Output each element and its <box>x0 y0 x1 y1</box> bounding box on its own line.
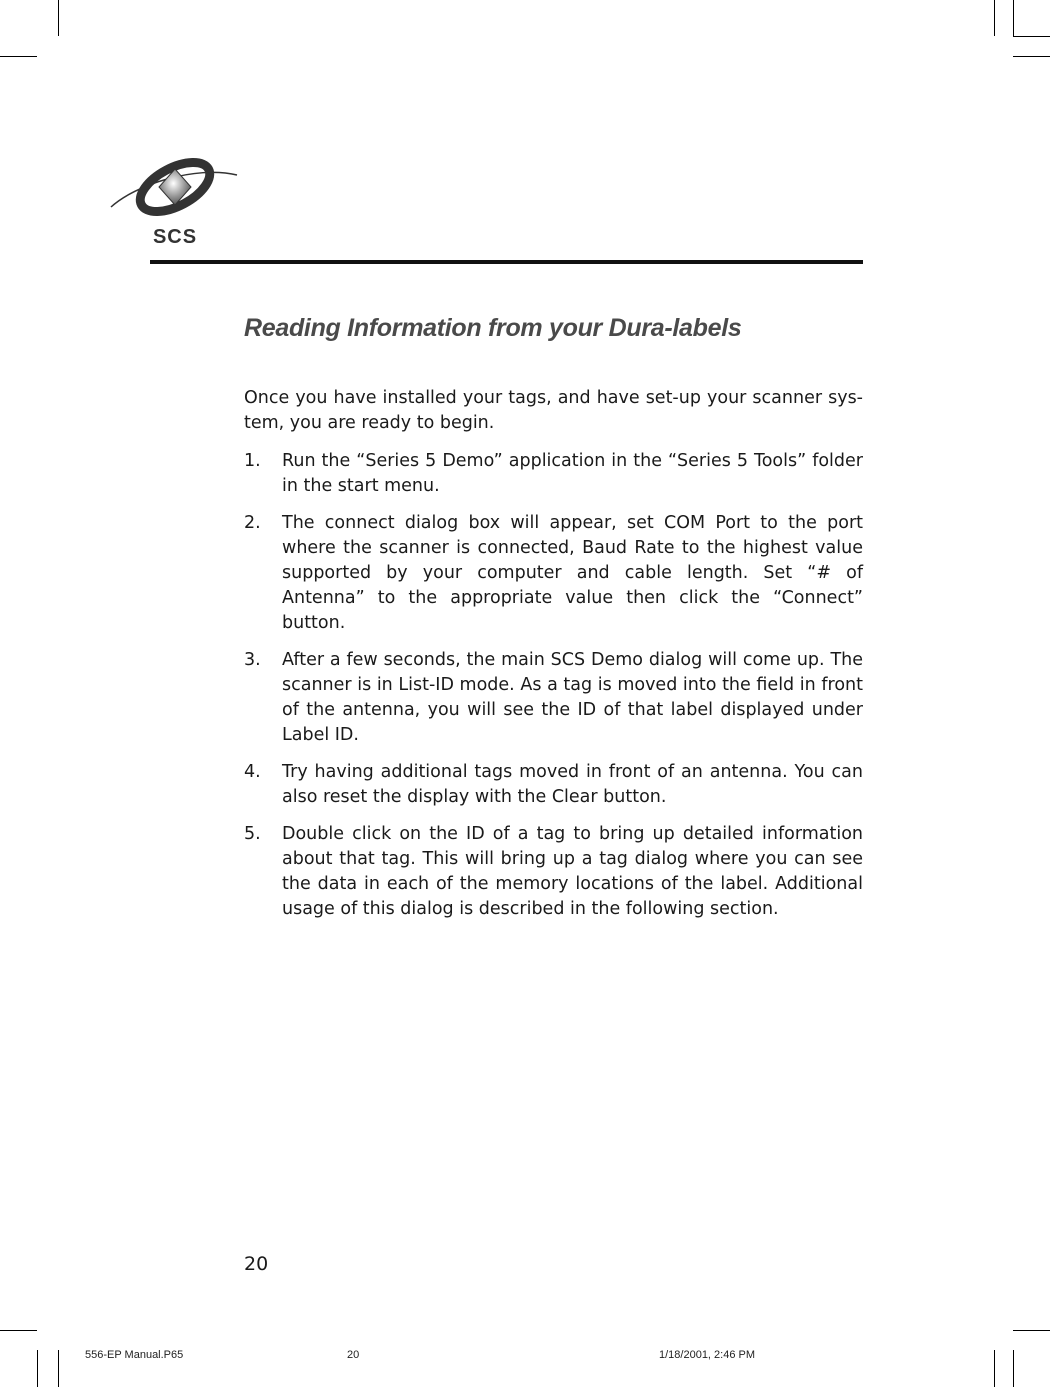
scs-logo <box>105 155 245 250</box>
crop-mark <box>58 1350 59 1387</box>
list-item <box>244 822 863 922</box>
list-item <box>244 648 863 748</box>
crop-mark <box>994 0 995 36</box>
step-text: Run the “Series 5 Demo” application in the “Series 5 Tools” folder in the start menu. <box>282 451 863 496</box>
page-number: 20 <box>244 1253 269 1275</box>
crop-mark <box>1013 56 1050 57</box>
crop-mark <box>1013 1330 1050 1331</box>
step-text: Try having additional tags moved in front of an antenna. You can also reset the display with the Clear button. <box>282 762 863 807</box>
crop-mark <box>1013 1350 1014 1387</box>
footer-page: 20 <box>347 1349 360 1361</box>
list-item <box>244 511 863 636</box>
step-number: 2. <box>244 513 261 533</box>
svg-text:SCS: SCS <box>152 226 198 248</box>
step-text: The connect dialog box will appear, set COM Port to the port where the scanner is connected, Baud Rate to the highest value supported by your computer and cable length. Set “# of Antenna” to the appropriate value then click the “Connect” button. <box>282 513 863 633</box>
crop-mark <box>37 1350 38 1387</box>
footer-filename: 556-EP Manual.P65 <box>85 1349 184 1361</box>
crop-mark <box>0 56 37 57</box>
list-item <box>244 449 863 499</box>
crop-mark <box>1013 36 1050 37</box>
step-text: Double click on the ID of a tag to bring up detailed information about that tag. This will bring up a tag dialog where you can see the data in each of the memory locations of the label. Additional usage of this dialog is described in the following section. <box>282 824 863 919</box>
step-number: 1. <box>244 451 261 471</box>
header-rule <box>150 260 863 264</box>
step-number: 5. <box>244 824 261 844</box>
crop-mark <box>994 1350 995 1387</box>
steps-list <box>244 449 863 934</box>
step-number: 4. <box>244 762 261 782</box>
step-text: After a few seconds, the main SCS Demo dialog will come up. The scanner is in List-ID mode. As a tag is moved into the field in front of the antenna, you will see the ID of that label displayed under Label ID. <box>282 650 863 745</box>
step-number: 3. <box>244 650 261 670</box>
crop-mark <box>1013 0 1014 36</box>
footer-timestamp: 1/18/2001, 2:46 PM <box>659 1349 756 1361</box>
crop-mark <box>58 0 59 36</box>
section-heading: Reading Information from your Dura-labels <box>244 314 742 342</box>
crop-mark <box>0 1330 37 1331</box>
intro-paragraph: Once you have installed your tags, and have set-up your scanner sys-tem, you are ready to begin. <box>244 388 863 433</box>
list-item <box>244 760 863 810</box>
